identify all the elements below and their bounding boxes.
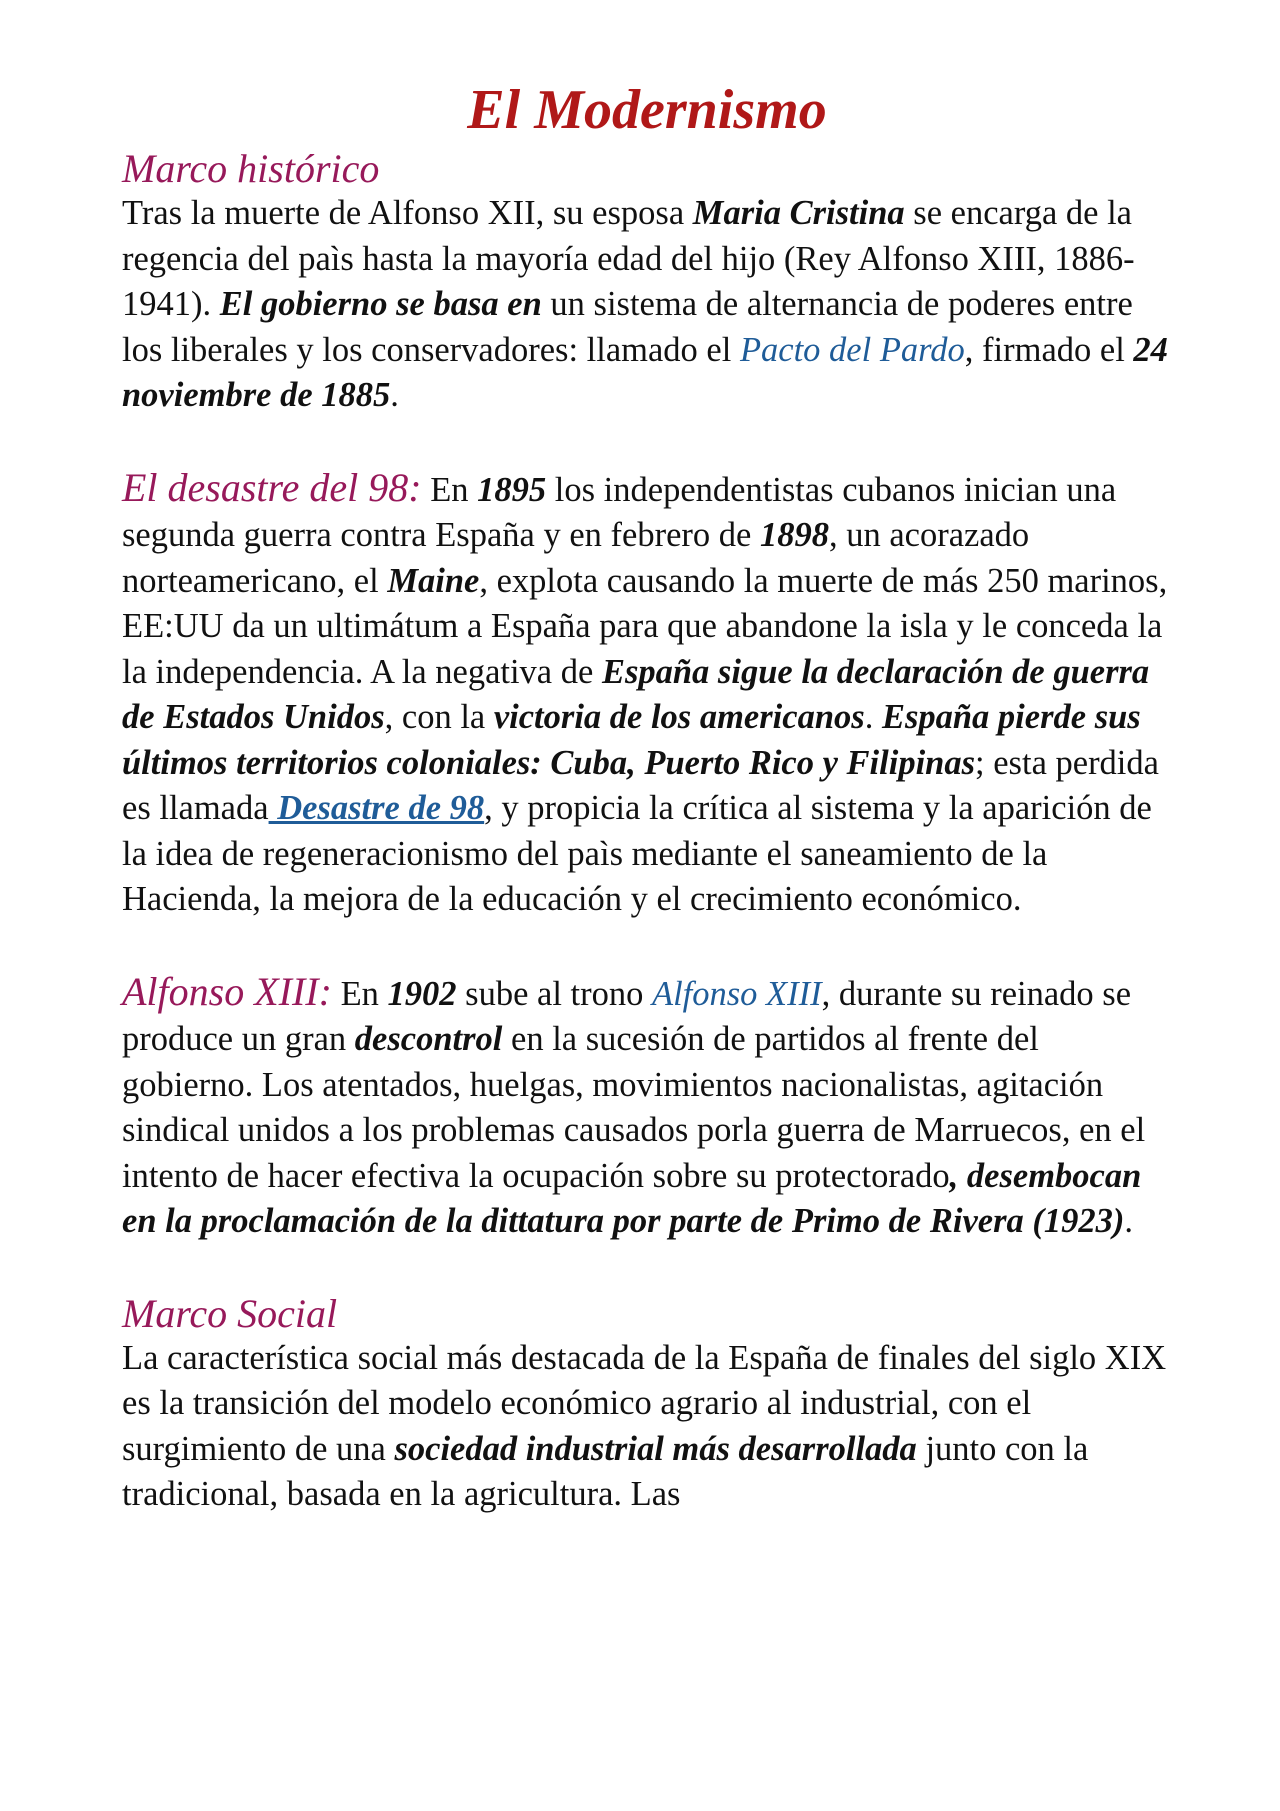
emphasis-maine: Maine [387,561,480,600]
emphasis-sociedad-industrial: sociedad industrial más desarrollada [394,1429,917,1468]
text: Tras la muerte de Alfonso XII, su esposa [122,194,693,232]
paragraph-desastre-98 [122,465,1172,923]
emphasis-fecha-pacto: 24 noviembre de 1885 [122,330,1168,414]
text: ; esta perdida es llamada [122,743,1159,827]
link-pacto-del-pardo[interactable]: Pacto del Pardo [739,330,965,369]
spacer [122,923,1172,969]
document-page [122,76,1172,1518]
paragraph-alfonso-xiii [122,969,1172,1245]
link-alfonso-xiii[interactable]: Alfonso XIII [652,974,822,1013]
text: junto con la tradicional, basada en la agricultura. Las [122,1429,1089,1513]
heading-marco-historico: Marco histórico [122,146,380,191]
paragraph-marco-social [122,1336,1172,1518]
text: En [421,470,478,509]
text: , y propicia la crítica al sistema y la aparición de la idea de regeneracionismo del paìs mediante el saneamiento de la Hacienda, la mejora de la educación y el crecimiento económico. [122,789,1152,918]
emphasis-dittatura: , desembocan en la proclamación de la dittatura por parte de Primo de Rivera (1923) [122,1156,1142,1240]
text: En [331,974,388,1013]
page-title: El Modernismo [467,79,827,141]
emphasis-declaracion-guerra: España sigue la declaración de guerra de Estados Unidos [122,652,1150,736]
heading-alfonso-xiii: Alfonso XIII: [122,968,332,1014]
emphasis-victoria: victoria de los americanos [493,698,865,736]
text: los independentistas cubanos inician una segunda guerra contra España y en febrero de [122,470,1117,554]
heading-desastre-98: El desastre del 98: [122,464,422,510]
text: La característica social más destacada de la España de finales del siglo XIX es la transición del modelo económico agrario al industrial, con el surgimiento de una [122,1338,1167,1468]
emphasis-descontrol: descontrol [354,1020,503,1058]
spacer [122,1245,1172,1291]
emphasis-territorios: España pierde sus últimos territorios coloniales: Cuba, Puerto Rico y Filipinas [122,698,1141,782]
text: , firmado el [964,330,1134,369]
emphasis-1902: 1902 [387,974,457,1013]
emphasis-1898: 1898 [759,516,829,554]
emphasis-maria-cristina: Maria Cristina [692,194,905,232]
text: , un acorazado norteamericano, el [122,516,1030,600]
spacer [122,419,1172,465]
text: , durante su reinado se produce un gran [122,974,1132,1058]
text: un sistema de alternancia de poderes entre los liberales y los conservadores: llamado el [122,285,1133,369]
text: , con la [384,698,494,736]
text: , explota causando la muerte de más 250 marinos, EE:UU da un ultimátum a España para que abandone la isla y le conceda la la independencia. A la negativa de [122,561,1168,691]
text: en la sucesión de partidos al frente del gobierno. Los atentados, huelgas, movimientos nacionalistas, agitación sindical unidos a los problemas causados porla guerra de Marruecos, en el intento de hacer efectiva la ocupación sobre su protectorado [122,1020,1146,1195]
emphasis-gobierno: El gobierno se basa en [219,285,542,323]
text: sube al trono [456,974,652,1013]
link-desastre-de-98[interactable]: Desastre de 98 [268,789,485,827]
paragraph-marco-historico [122,191,1172,419]
text: . [1124,1202,1133,1240]
text: . [390,376,399,414]
emphasis-1895: 1895 [477,470,547,509]
text: . [864,698,882,736]
text: se encarga de la regencia del paìs hasta la mayoría edad del hijo (Rey Alfonso XIII, 1886-1941). [122,194,1135,323]
heading-marco-social: Marco Social [122,1290,338,1336]
